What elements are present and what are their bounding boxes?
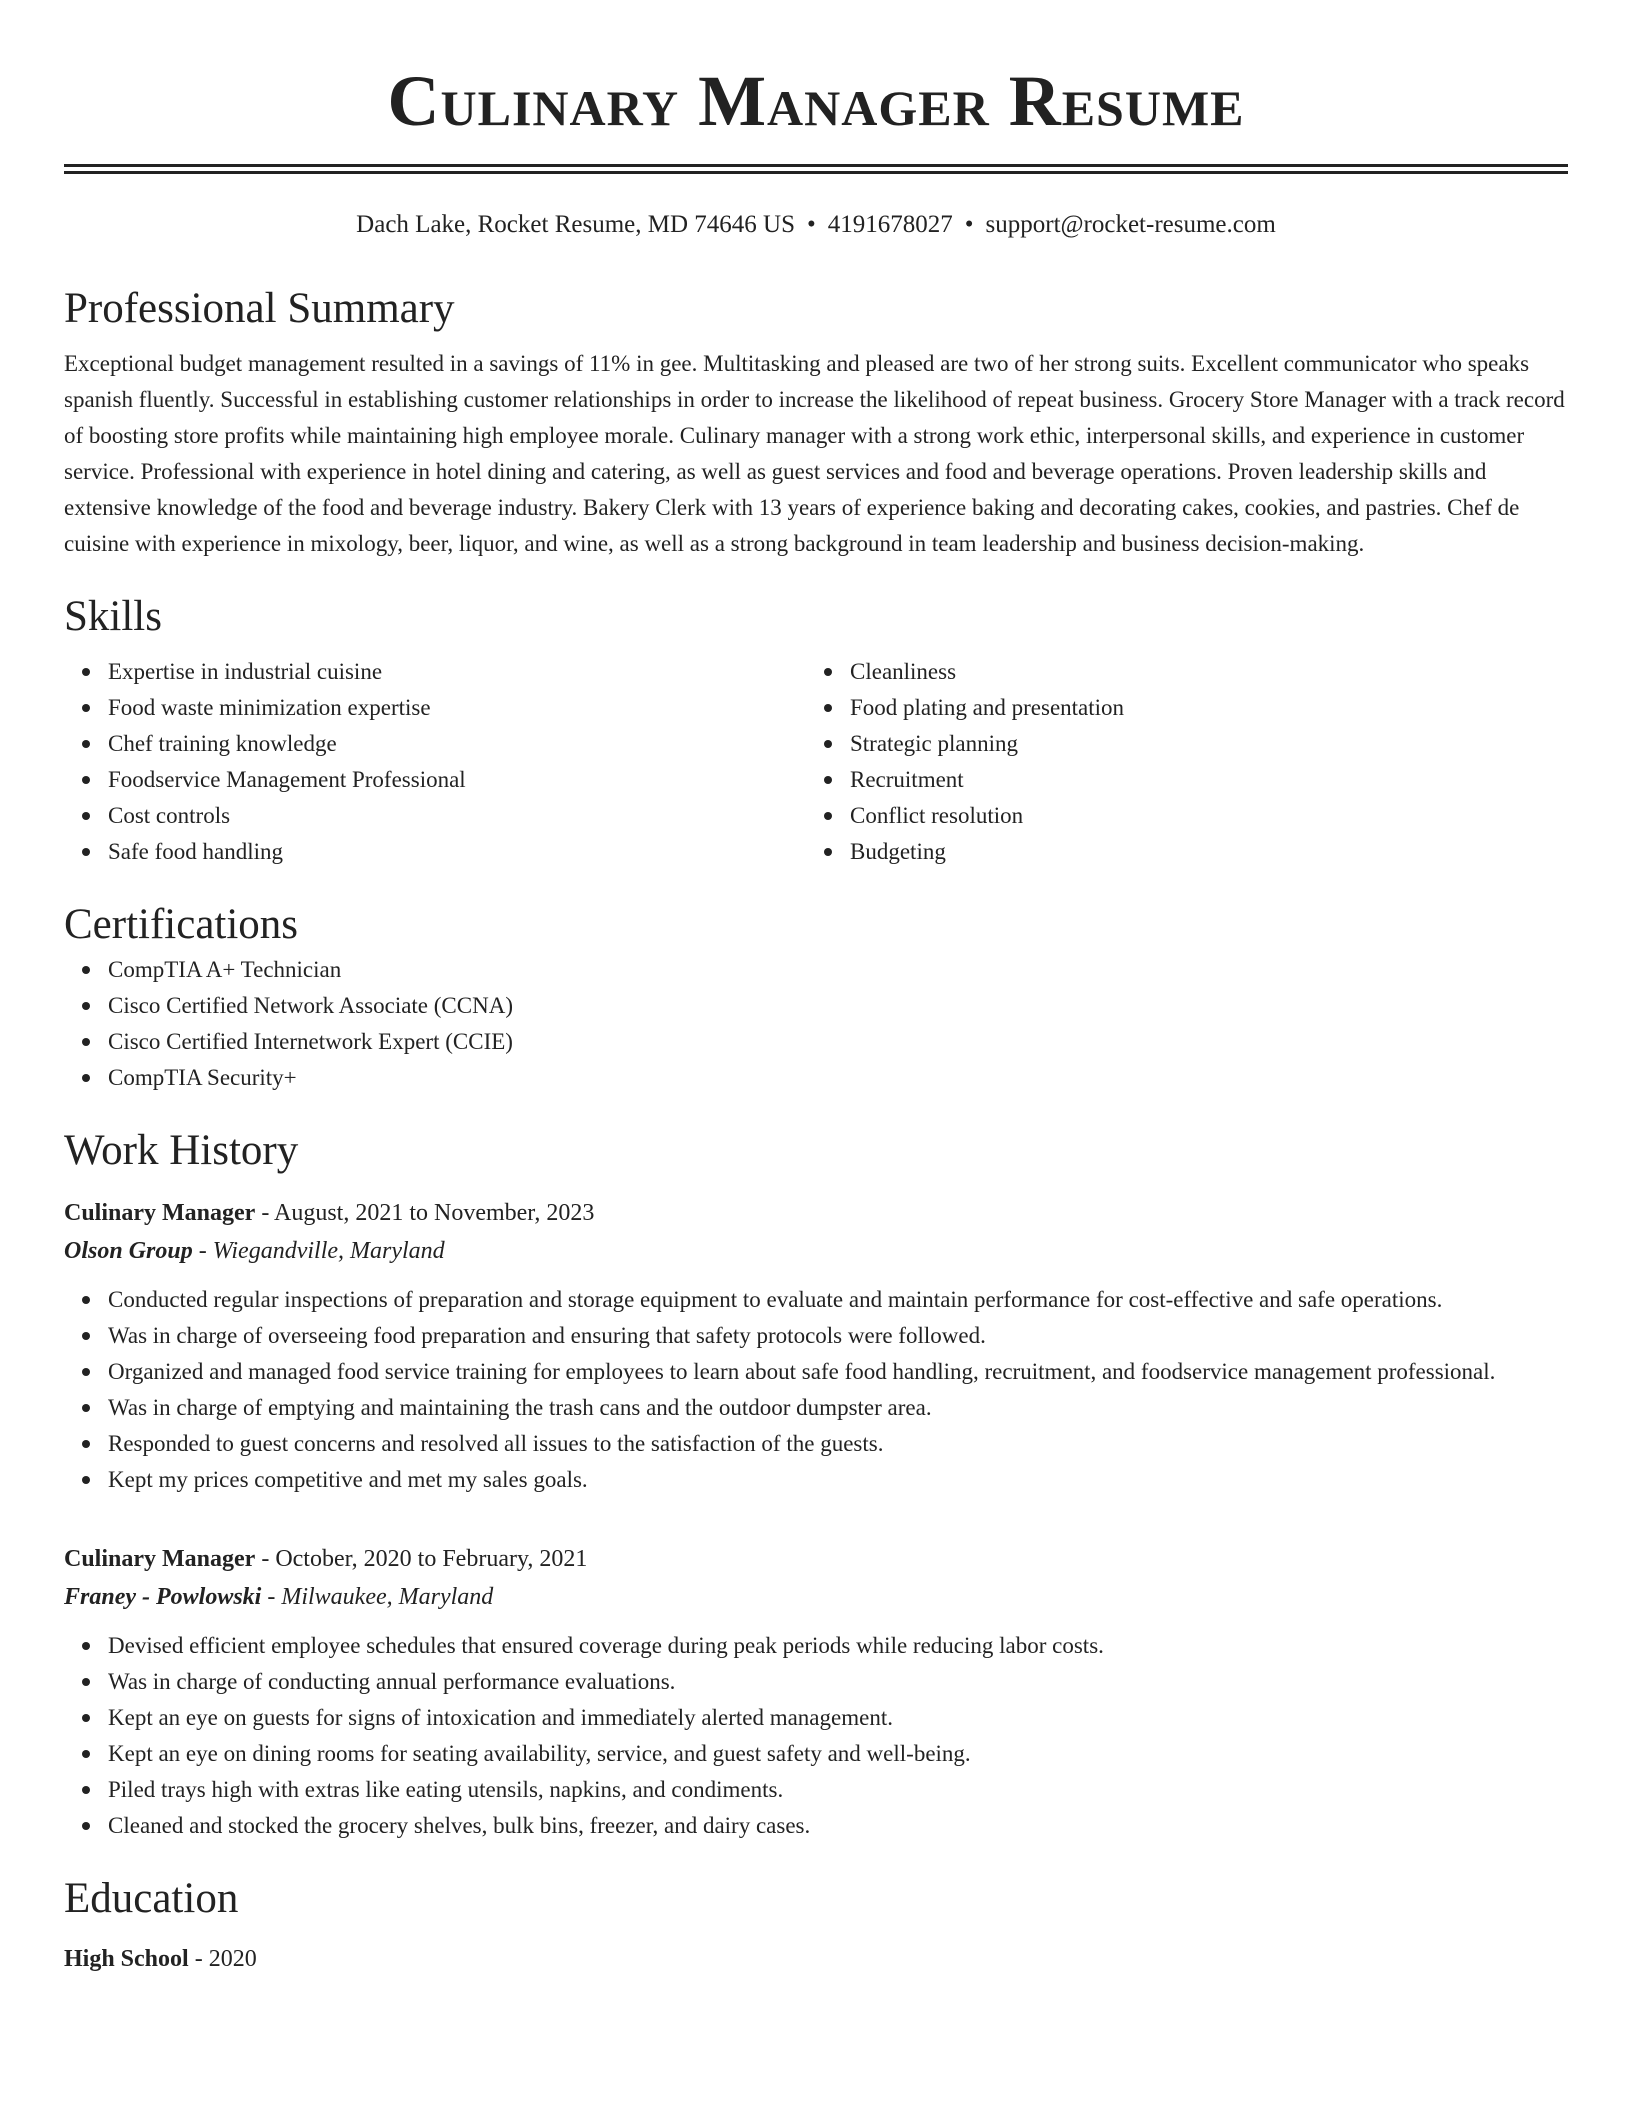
job-dates: - August, 2021 to November, 2023 <box>255 1200 595 1226</box>
education-heading: Education <box>64 1875 239 1922</box>
job-duty-text: Cleaned and stocked the grocery shelves, bulk bins, freezer, and dairy cases. <box>108 1813 811 1838</box>
skill-text: Conflict resolution <box>850 803 1024 828</box>
job-location: - Milwaukee, Maryland <box>261 1584 494 1610</box>
contact-separator: • <box>806 211 816 238</box>
work-history-heading: Work History <box>64 1127 299 1174</box>
bullet-icon <box>82 1440 90 1448</box>
job-duty-text: Piled trays high with extras like eating utensils, napkins, and condiments. <box>108 1777 784 1802</box>
bullet-icon <box>82 776 90 784</box>
skills-list-right <box>806 654 1548 870</box>
contact-phone: 4191678027 <box>827 211 953 238</box>
skill-item <box>108 798 806 834</box>
skill-item <box>850 690 1548 726</box>
job-duty-text: Devised efficient employee schedules that ensured coverage during peak periods while reducing labor costs. <box>108 1633 1104 1658</box>
title-double-rule <box>64 164 1568 174</box>
skill-item <box>850 798 1548 834</box>
job-duty <box>108 1390 1568 1426</box>
bullet-icon <box>824 668 832 676</box>
job-entry <box>64 1194 1568 1498</box>
bullet-icon <box>82 1786 90 1794</box>
skills-columns <box>64 654 1568 870</box>
skill-text: Budgeting <box>850 839 946 864</box>
skills-heading: Skills <box>64 593 162 640</box>
education-degree: High School <box>64 1946 189 1972</box>
summary-text: Exceptional budget management resulted in a savings of 11% in gee. Multitasking and pleased are two of her strong suits. Excellent communicator who speaks spanish fluently. Successful in establishing customer relationships in order to increase the likelihood of repeat business. Grocery Store Manager with a track record of boosting store profits while maintaining high employee morale. Culinary manager with a strong work ethic, interpersonal skills, and experience in customer service. Professional with experience in hotel dining and catering, as well as guest services and food and beverage operations. Proven leadership skills and extensive knowledge of the food and beverage industry. Bakery Clerk with 13 years of experience baking and decorating cakes, cookies, and pastries. Chef de cuisine with experience in mixology, beer, liquor, and wine, as well as a strong background in team leadership and business decision-making. <box>64 351 1565 556</box>
job-duty-text: Conducted regular inspections of preparation and storage equipment to evaluate and maintain performance for cost-effective and safe operations. <box>108 1287 1443 1312</box>
skill-text: Recruitment <box>850 767 964 792</box>
skill-item <box>108 726 806 762</box>
certification-text: Cisco Certified Network Associate (CCNA) <box>108 993 513 1018</box>
skill-item <box>108 762 806 798</box>
bullet-icon <box>82 812 90 820</box>
job-duty <box>108 1808 1568 1844</box>
bullet-icon <box>82 848 90 856</box>
certification-item <box>108 952 1568 988</box>
job-duty-text: Organized and managed food service training for employees to learn about safe food handling, recruitment, and foodservice management professional. <box>108 1359 1496 1384</box>
job-company-line <box>64 1578 1568 1616</box>
job-duty-text: Responded to guest concerns and resolved all issues to the satisfaction of the guests. <box>108 1431 884 1456</box>
skill-text: Safe food handling <box>108 839 284 864</box>
bullet-icon <box>82 668 90 676</box>
skill-text: Expertise in industrial cuisine <box>108 659 383 684</box>
certification-item <box>108 1024 1568 1060</box>
certification-item <box>108 1060 1568 1096</box>
education-entry <box>64 1940 1568 1978</box>
bullet-icon <box>82 1368 90 1376</box>
skill-text: Chef training knowledge <box>108 731 337 756</box>
job-company-line <box>64 1232 1568 1270</box>
job-title: Culinary Manager <box>64 1200 256 1226</box>
bullet-icon <box>82 1642 90 1650</box>
bullet-icon <box>82 1678 90 1686</box>
skill-item <box>108 834 806 870</box>
bullet-icon <box>82 1476 90 1484</box>
certification-item <box>108 988 1568 1024</box>
bullet-icon <box>82 1002 90 1010</box>
skills-list-left <box>64 654 806 870</box>
job-company: Franey - Powlowski <box>64 1584 262 1610</box>
skill-item <box>850 726 1548 762</box>
bullet-icon <box>824 812 832 820</box>
bullet-icon <box>824 776 832 784</box>
bullet-icon <box>82 1822 90 1830</box>
skill-item <box>850 762 1548 798</box>
job-dates: - October, 2020 to February, 2021 <box>255 1546 588 1572</box>
bullet-icon <box>82 1404 90 1412</box>
skill-item <box>850 834 1548 870</box>
contact-line <box>64 208 1568 242</box>
education-year: - 2020 <box>188 1946 257 1972</box>
bullet-icon <box>824 704 832 712</box>
job-duty-text: Kept an eye on dining rooms for seating availability, service, and guest safety and well-being. <box>108 1741 971 1766</box>
job-entry <box>64 1540 1568 1844</box>
job-duty-text: Was in charge of overseeing food preparation and ensuring that safety protocols were followed. <box>108 1323 986 1348</box>
bullet-icon <box>82 966 90 974</box>
skill-text: Cleanliness <box>850 659 957 684</box>
bullet-icon <box>82 1296 90 1304</box>
skill-text: Strategic planning <box>850 731 1018 756</box>
skills-column-right <box>806 654 1548 870</box>
skill-item <box>108 690 806 726</box>
skill-item <box>850 654 1548 690</box>
job-company: Olson Group <box>64 1238 193 1264</box>
job-title-line <box>64 1194 1568 1232</box>
job-duty-text: Kept my prices competitive and met my sales goals. <box>108 1467 588 1492</box>
bullet-icon <box>82 740 90 748</box>
certification-text: CompTIA A+ Technician <box>108 957 342 982</box>
job-duty <box>108 1736 1568 1772</box>
job-duty <box>108 1700 1568 1736</box>
skill-text: Cost controls <box>108 803 231 828</box>
skills-column-left <box>64 654 806 870</box>
job-location: - Wiegandville, Maryland <box>192 1238 445 1264</box>
job-duty <box>108 1664 1568 1700</box>
certification-text: CompTIA Security+ <box>108 1065 297 1090</box>
certifications-list <box>64 952 1568 1096</box>
job-duty <box>108 1628 1568 1664</box>
contact-separator: • <box>964 211 974 238</box>
job-duty-text: Was in charge of conducting annual performance evaluations. <box>108 1669 676 1694</box>
job-duty <box>108 1462 1568 1498</box>
bullet-icon <box>82 1750 90 1758</box>
certifications-heading: Certifications <box>64 901 299 948</box>
job-duty <box>108 1772 1568 1808</box>
job-duties-list <box>64 1282 1568 1498</box>
summary-heading: Professional Summary <box>64 285 455 332</box>
contact-address: Dach Lake, Rocket Resume, MD 74646 US <box>356 211 795 238</box>
bullet-icon <box>82 1074 90 1082</box>
skill-text: Foodservice Management Professional <box>108 767 466 792</box>
bullet-icon <box>82 704 90 712</box>
skill-text: Food plating and presentation <box>850 695 1125 720</box>
job-duty-text: Was in charge of emptying and maintaining the trash cans and the outdoor dumpster area. <box>108 1395 932 1420</box>
skill-text: Food waste minimization expertise <box>108 695 431 720</box>
job-duty <box>108 1426 1568 1462</box>
resume-title: Culinary Manager Resume <box>387 61 1245 141</box>
certification-text: Cisco Certified Internetwork Expert (CCIE) <box>108 1029 513 1054</box>
bullet-icon <box>82 1714 90 1722</box>
bullet-icon <box>82 1332 90 1340</box>
contact-email: support@rocket-resume.com <box>985 211 1276 238</box>
bullet-icon <box>82 1038 90 1046</box>
job-duty <box>108 1318 1568 1354</box>
job-duties-list <box>64 1628 1568 1844</box>
skill-item <box>108 654 806 690</box>
resume-page <box>64 0 1568 1978</box>
job-duty <box>108 1354 1568 1390</box>
job-duty-text: Kept an eye on guests for signs of intoxication and immediately alerted management. <box>108 1705 893 1730</box>
job-title-line <box>64 1540 1568 1578</box>
bullet-icon <box>824 848 832 856</box>
job-duty <box>108 1282 1568 1318</box>
job-title: Culinary Manager <box>64 1546 256 1572</box>
bullet-icon <box>824 740 832 748</box>
